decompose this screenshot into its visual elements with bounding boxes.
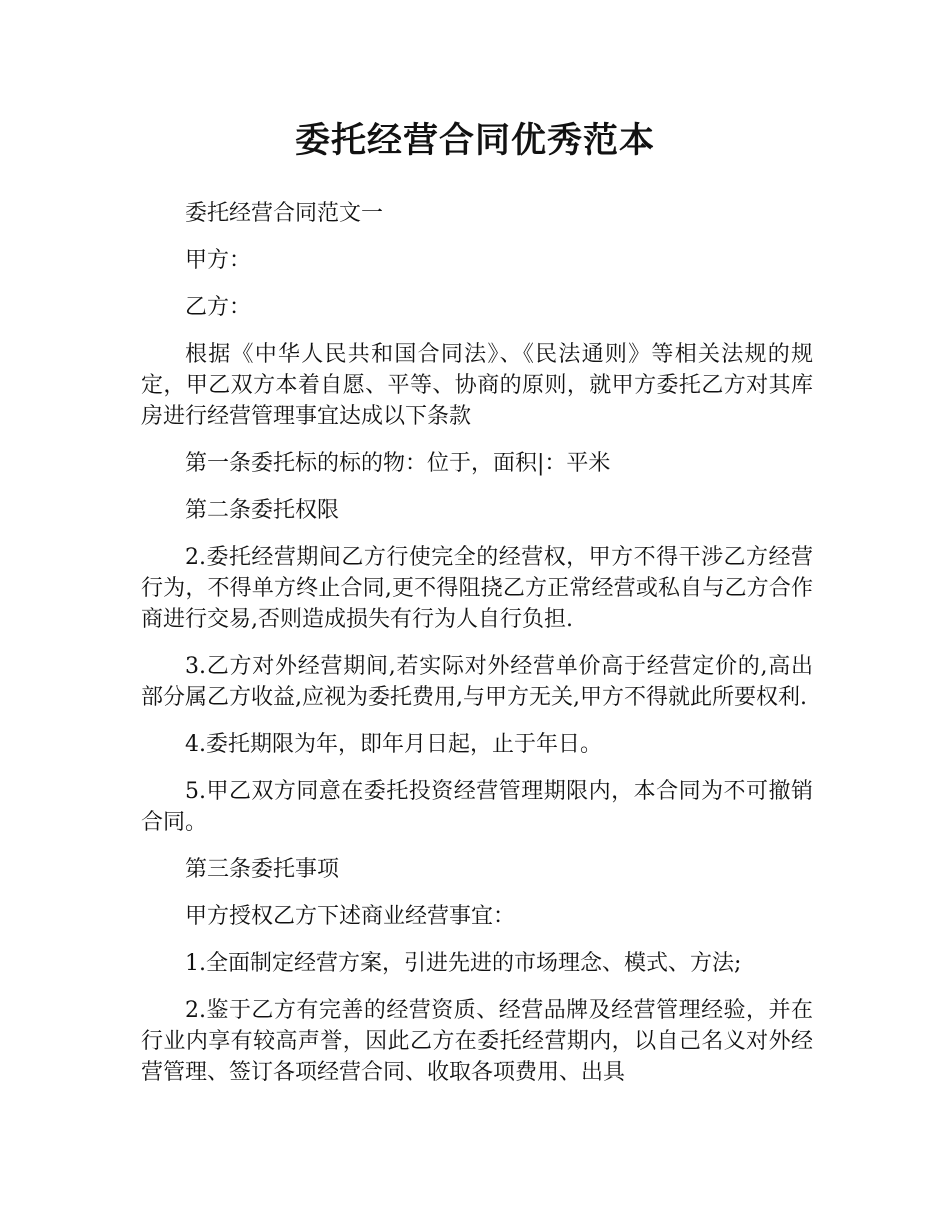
paragraph-article-1: 第一条委托标的标的物：位于，面积|：平米 — [185, 451, 611, 476]
paragraph-heading-sample-one: 委托经营合同范文一 — [185, 201, 384, 226]
document-body — [141, 198, 813, 1104]
paragraph-clause-3: 3.乙方对外经营期间,若实际对外经营单价高于经营定价的,高出部分属乙方收益,应视为委托费用,与甲方无关,甲方不得就此所要权利. — [141, 654, 813, 710]
paragraph-article-3-heading: 第三条委托事项 — [185, 857, 340, 882]
paragraph-authorization: 甲方授权乙方下述商业经营事宜： — [185, 904, 516, 929]
paragraph-item-1: 1.全面制定经营方案，引进先进的市场理念、模式、方法; — [185, 951, 742, 976]
paragraph-item-2: 2.鉴于乙方有完善的经营资质、经营品牌及经营管理经验，并在行业内享有较高声誉，因此乙方在委托经营期内，以自己名义对外经营管理、签订各项经营合同、收取各项费用、出具 — [141, 998, 813, 1085]
paragraph-clause-4: 4.委托期限为年，即年月日起，止于年日。 — [185, 732, 602, 757]
paragraph-party-a: 甲方： — [185, 248, 252, 273]
paragraph-party-b: 乙方： — [185, 295, 252, 320]
document-title: 委托经营合同优秀范本 — [294, 121, 655, 161]
paragraph-clause-2: 2.委托经营期间乙方行使完全的经营权，甲方不得干涉乙方经营行为，不得单方终止合同,更不得阻挠乙方正常经营或私自与乙方合作商进行交易,否则造成损失有行为人自行负担. — [141, 545, 813, 632]
paragraph-preamble: 根据《中华人民共和国合同法》、《民法通则》等相关法规的规定，甲乙双方本着自愿、平等、协商的原则，就甲方委托乙方对其库房进行经营管理事宜达成以下条款 — [141, 342, 813, 429]
paragraph-article-2-heading: 第二条委托权限 — [185, 498, 340, 523]
paragraph-clause-5: 5.甲乙双方同意在委托投资经营管理期限内，本合同为不可撤销合同。 — [141, 779, 813, 835]
